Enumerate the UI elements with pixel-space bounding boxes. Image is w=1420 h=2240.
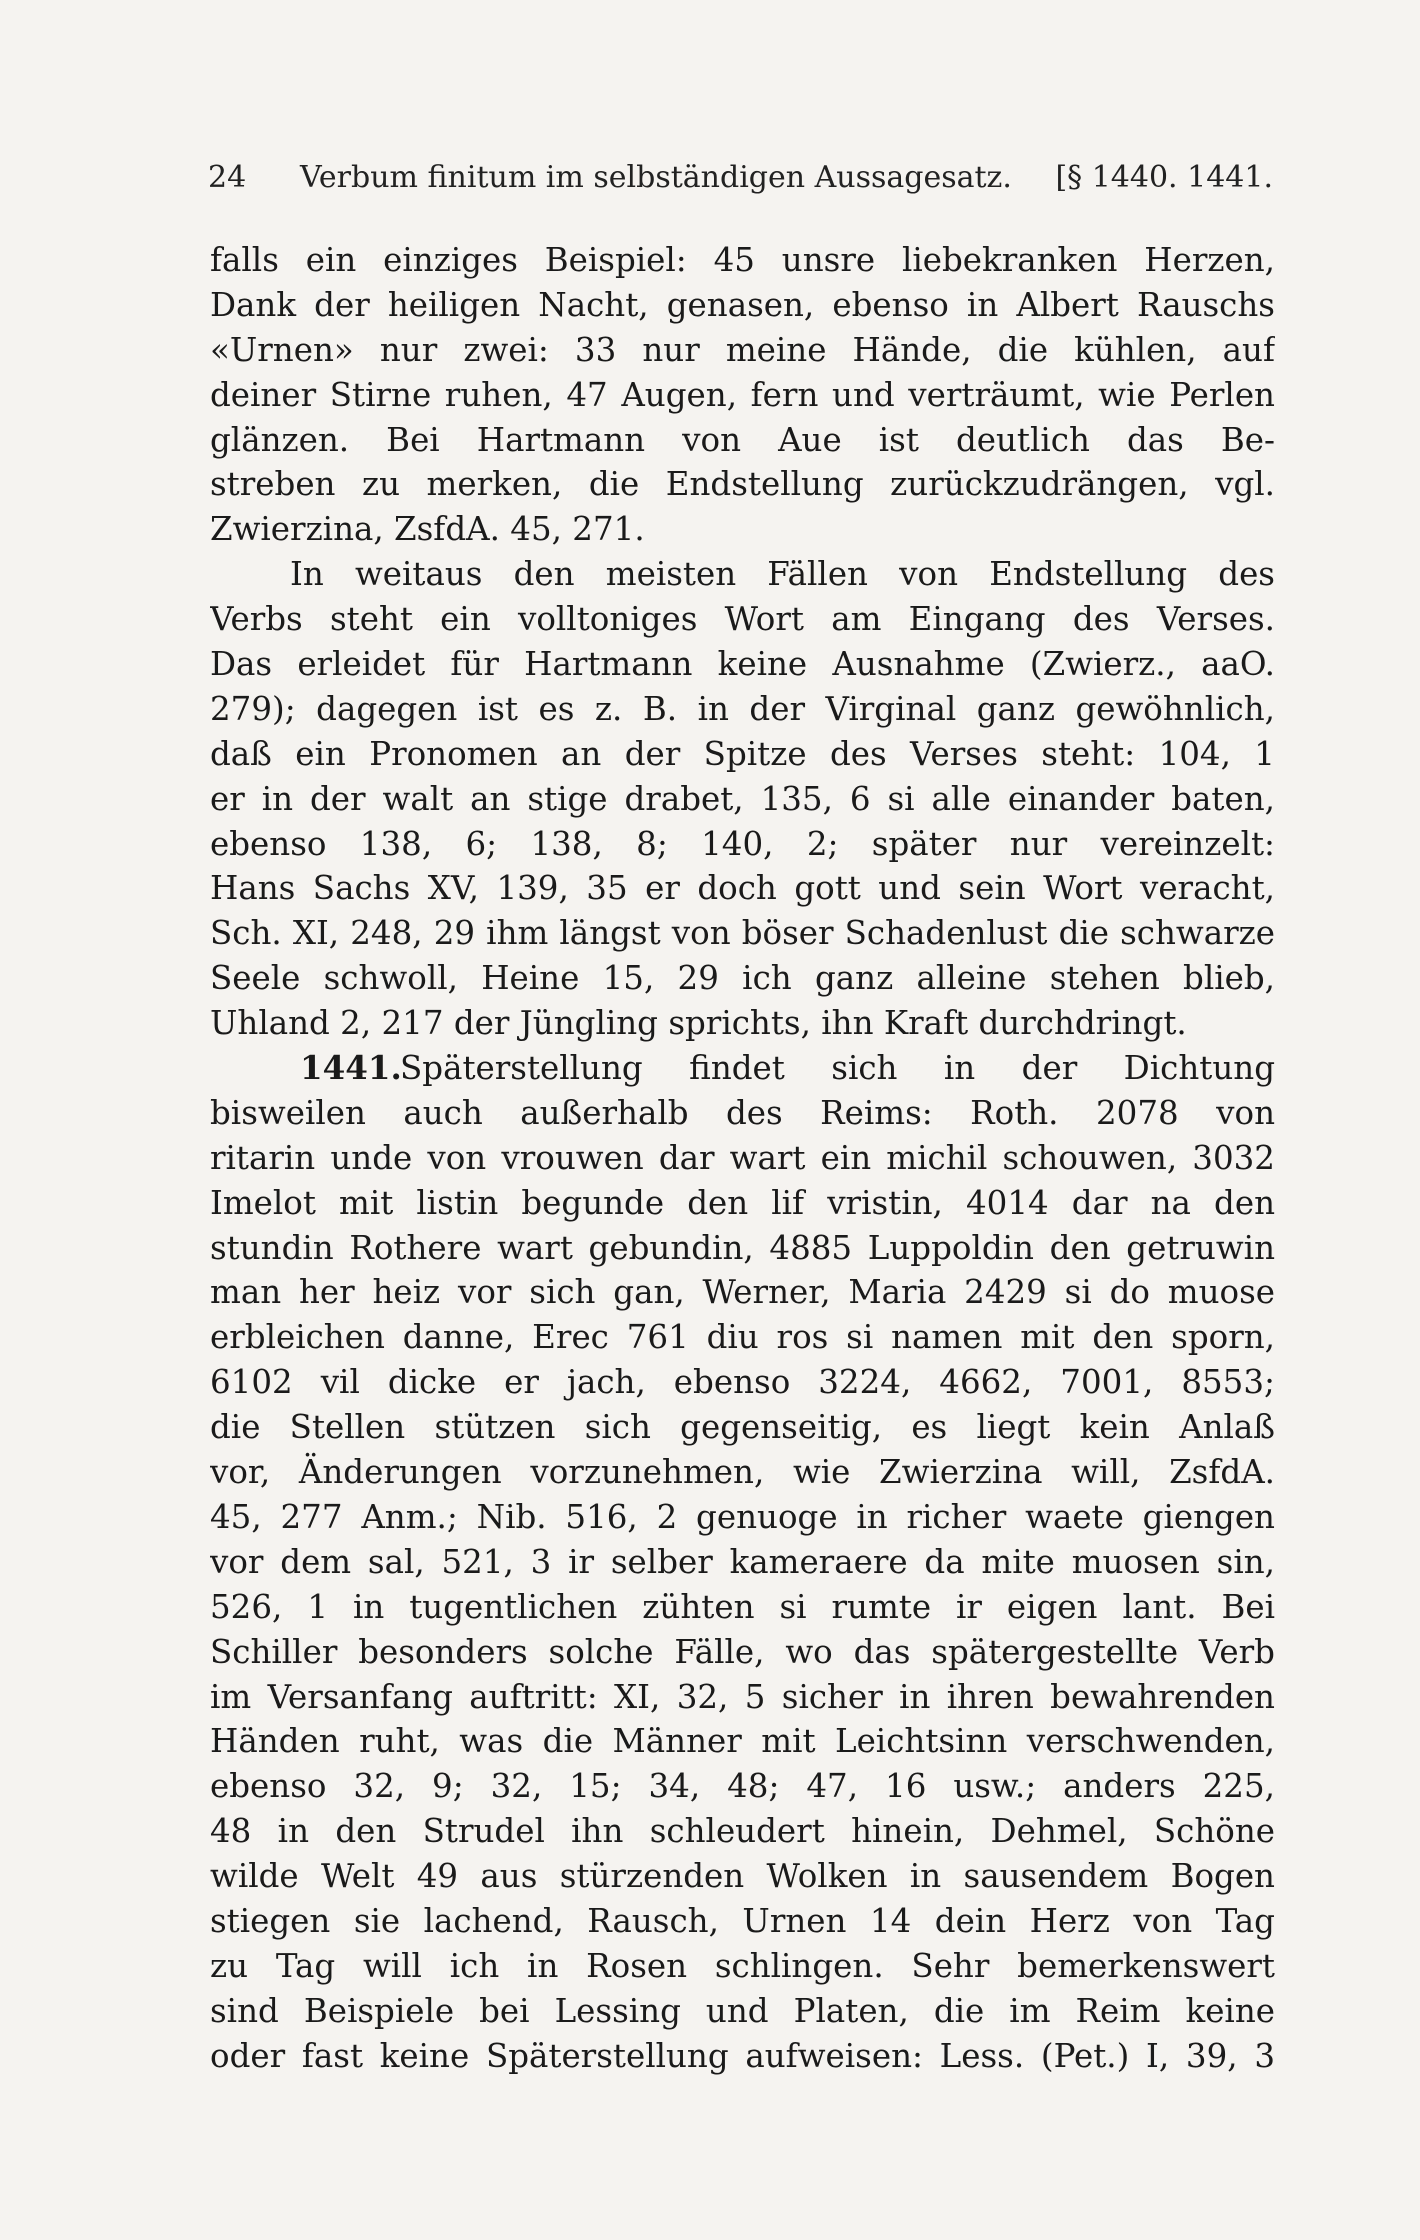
section-reference: [§ 1440. 1441. [1055, 160, 1273, 195]
text-line: Imelot mit listin begunde den lif vristin, 4014 dar na den [210, 1183, 1275, 1222]
text-line: glänzen. Bei Hartmann von Aue ist deutlich das Be- [210, 420, 1275, 459]
text-line: vor, Änderungen vorzunehmen, wie Zwierzina will, ZsfdA. [210, 1453, 1275, 1492]
text-line: Verbs steht ein volltoniges Wort am Eingang des Verses. [210, 600, 1275, 639]
text-line: zu Tag will ich in Rosen schlingen. Sehr bemerkenswert [210, 1946, 1275, 1985]
text-line: stundin Rothere wart gebundin, 4885 Luppoldin den getruwin [210, 1228, 1275, 1267]
text-line: «Urnen» nur zwei: 33 nur meine Hände, die kühlen, auf [210, 330, 1275, 369]
text-line: die Stellen stützen sich gegenseitig, es liegt kein Anlaß [210, 1408, 1275, 1447]
text-line: Händen ruht, was die Männer mit Leichtsinn verschwenden, [210, 1722, 1275, 1761]
text-line: ritarin unde von vrouwen dar wart ein michil schouwen, 3032 [210, 1138, 1275, 1177]
text-line: daß ein Pronomen an der Spitze des Verses steht: 104, 1 [210, 734, 1275, 773]
text-line: Seele schwoll, Heine 15, 29 ich ganz alleine stehen blieb, [210, 959, 1275, 998]
text-line: streben zu merken, die Endstellung zurückzudrängen, vgl. [210, 465, 1275, 504]
text-line: vor dem sal, 521, 3 ir selber kameraere da mite muosen sin, [210, 1542, 1275, 1581]
running-title: Verbum finitum im selbständigen Aussagesatz. [300, 160, 1012, 195]
text-line: sind Beispiele bei Lessing und Platen, die im Reim keine [210, 1991, 1275, 2030]
text-line: ebenso 32, 9; 32, 15; 34, 48; 47, 16 usw.; anders 225, [210, 1767, 1275, 1806]
text-line: deiner Stirne ruhen, 47 Augen, fern und verträumt, wie Perlen [210, 375, 1275, 414]
text-line: In weitaus den meisten Fällen von Endstellung des [290, 555, 1275, 594]
text-line: man her heiz vor sich gan, Werner, Maria 2429 si do muose [210, 1273, 1275, 1312]
text-line: 6102 vil dicke er jach, ebenso 3224, 4662, 7001, 8553; [210, 1363, 1275, 1402]
text-line: Uhland 2, 217 der Jüngling sprichts, ihn Kraft durchdringt. [210, 1004, 1187, 1043]
text-line: Dank der heiligen Nacht, genasen, ebenso in Albert Rauschs [210, 285, 1275, 324]
page-number: 24 [208, 160, 247, 195]
text-line: Hans Sachs XV, 139, 35 er doch gott und sein Wort veracht, [210, 869, 1275, 908]
text-line: Das erleidet für Hartmann keine Ausnahme (Zwierz., aaO. [210, 645, 1275, 684]
text-line: 279); dagegen ist es z. B. in der Virginal ganz gewöhnlich, [210, 689, 1275, 728]
text-line: er in der walt an stige drabet, 135, 6 si alle einander baten, [210, 779, 1275, 818]
section-line [210, 1046, 1275, 1091]
section-number: 1441. [300, 1048, 402, 1088]
text-line: Zwierzina, ZsfdA. 45, 271. [210, 510, 645, 549]
text-line: oder fast keine Späterstellung aufweisen: Less. (Pet.) I, 39, 3 [210, 2036, 1275, 2075]
text-line: Sch. XI, 248, 29 ihm längst von böser Schadenlust die schwarze [210, 914, 1275, 953]
text-line: falls ein einziges Beispiel: 45 unsre liebekranken Herzen, [210, 241, 1275, 279]
text-line: bisweilen auch außerhalb des Reims: Roth. 2078 von [210, 1093, 1275, 1132]
body-text [210, 238, 1275, 2079]
text-line: stiegen sie lachend, Rausch, Urnen 14 dein Herz von Tag [210, 1901, 1275, 1940]
text-line: im Versanfang auftritt: XI, 32, 5 sicher in ihren bewahrenden [210, 1677, 1275, 1716]
text-line: erbleichen danne, Erec 761 diu ros si namen mit den sporn, [210, 1318, 1275, 1357]
text-line: 45, 277 Anm.; Nib. 516, 2 genuoge in richer waete giengen [210, 1497, 1275, 1536]
text-line: wilde Welt 49 aus stürzenden Wolken in sausendem Bogen [210, 1857, 1275, 1896]
text-line: ebenso 138, 6; 138, 8; 140, 2; später nur vereinzelt: [210, 824, 1275, 863]
text-line: 48 in den Strudel ihn schleudert hinein, Dehmel, Schöne [210, 1812, 1275, 1851]
text-line: Schiller besonders solche Fälle, wo das spätergestellte Verb [210, 1632, 1275, 1671]
text-line: Späterstellung findet sich in der Dichtung [400, 1049, 1275, 1088]
running-header [208, 160, 1273, 204]
text-line: 526, 1 in tugentlichen zühten si rumte ir eigen lant. Bei [210, 1587, 1275, 1626]
